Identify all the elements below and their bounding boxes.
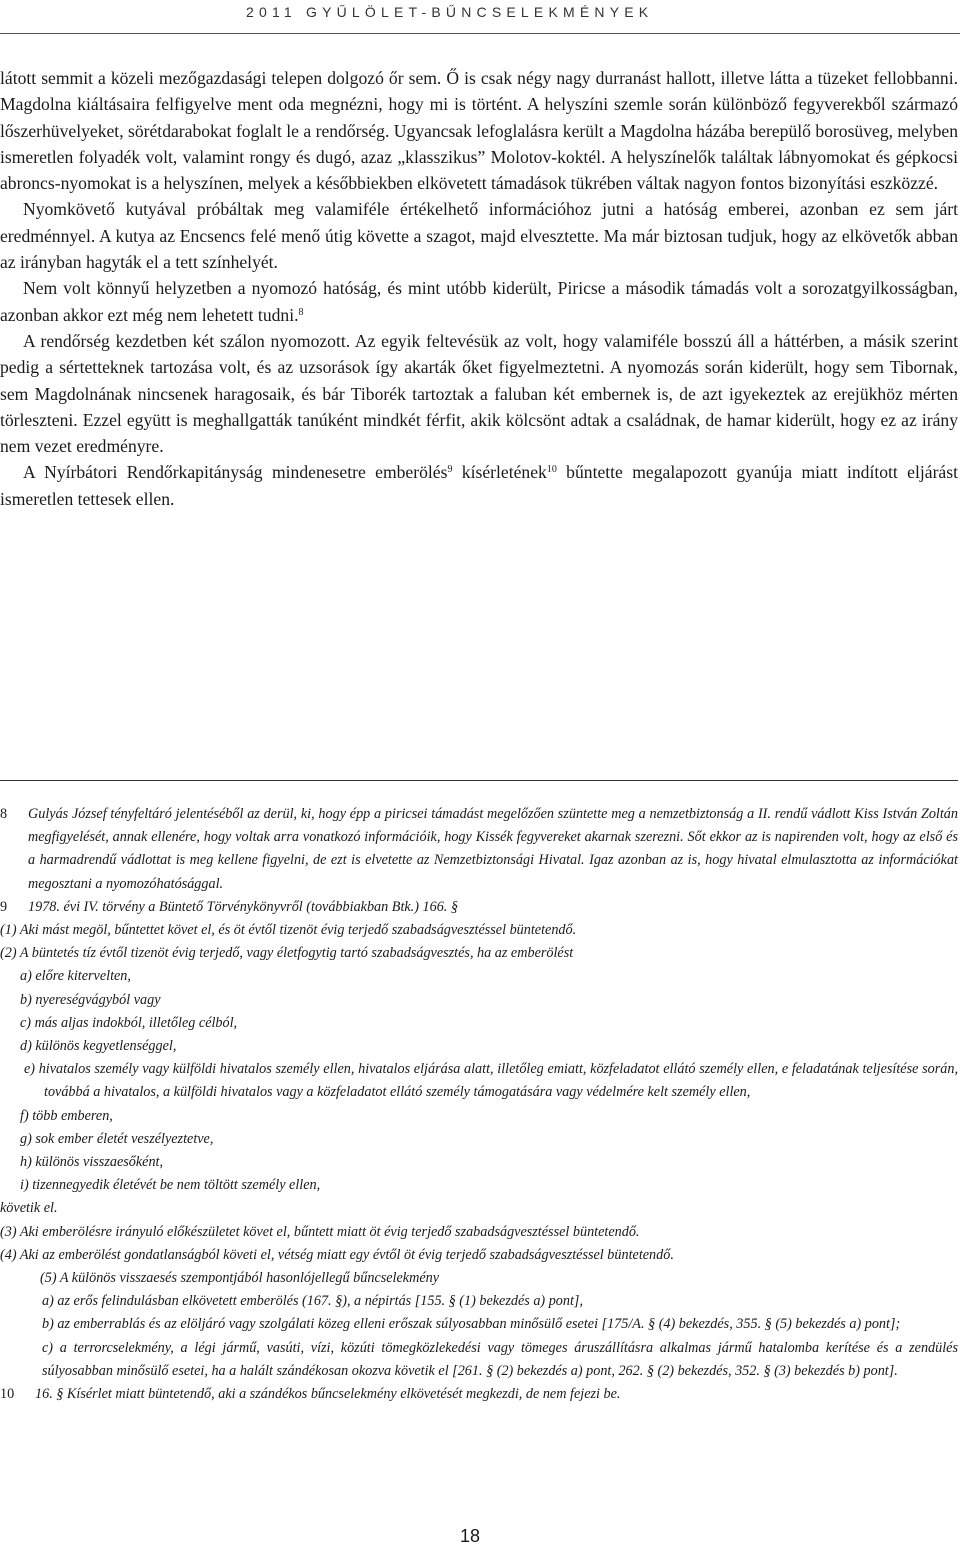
header-rule xyxy=(0,33,960,34)
footnote-9-item: (3) Aki emberölésre irányuló előkészületet követ el, bűntett miatt öt évig terjedő szabadságvesztéssel büntetendő. xyxy=(0,1223,640,1240)
footnote-10-number: 10 xyxy=(0,1386,15,1403)
footnote-9-item: c) más aljas indokból, illetőleg célból, xyxy=(20,1014,238,1031)
footnote-9-item: h) különös visszaesőként, xyxy=(20,1154,164,1171)
footnote-9-item: (5) A különös visszaesés szempontjából hasonlójellegű bűncselekmény xyxy=(40,1270,440,1287)
footnote-9-item: i) tizennegyedik életévét be nem töltött személy ellen, xyxy=(20,1177,321,1194)
footnote-9-item: e) hivatalos személy vagy külföldi hivatalos személy ellen, hivatalos eljárása alatt, illetőleg emiatt, közfeladatot ellátó személy ellen, e feladatának teljesítése során, továbbá a hivatalos, a külföldi hivatalos vagy a közfeladatot ellátó személy támogatására vagy védelmére kelt személy ellen, xyxy=(24,1061,958,1101)
footnote-9-item: a) előre kitervelten, xyxy=(20,968,131,985)
footnote-8 xyxy=(0,803,958,896)
footnote-ref-9[interactable]: 9 xyxy=(447,464,453,476)
footnote-9 xyxy=(0,896,958,919)
paragraph-3 xyxy=(0,275,958,328)
footnote-8-text: Gulyás József tényfeltáró jelentéséből az derül, ki, hogy épp a piricsei támadást megelőzően szüntette meg a nemzetbiztonság a II. rendű vádlott Kiss István Zoltán megfigyelését, annak ellenére, hogy voltak arra vonatkozó információik, hogy Kissék fegyvereket akarnak szerezni. Sőt ekkor az is napirenden volt, hogy az első és a harmadrendű vádlottat is meg kellene figyelni, de ezt is elvetette az Nemzetbiztonsági Hivatal. Igaz azonban az is, hogy hivatal elmulasztotta az információkat megosztani a nyomozóhatósággal. xyxy=(28,806,958,892)
paragraph-5 xyxy=(0,459,958,512)
page-number: 18 xyxy=(459,1526,481,1546)
footnote-9-item: g) sok ember életét veszélyeztetve, xyxy=(20,1130,214,1147)
paragraph-5-text-a: A Nyírbátori Rendőrkapitányság mindenesetre emberölés xyxy=(23,462,448,483)
footnote-ref-10[interactable]: 10 xyxy=(546,464,557,476)
footnote-9-item: c) a terrorcselekmény, a légi jármű, vasúti, vízi, közúti tömegközlekedési vagy tömeges áruszállításra alkalmas jármű hatalomba kerítése és a zendülés súlyosabban minősülő esetei, ha a halált szándékosan okozva követik el [261. § (2) bekezdés a) pont, 262. § (2) bekezdés, 352. § (3) bekezdés b) pont]. xyxy=(42,1339,958,1379)
paragraph-4: A rendőrség kezdetben két szálon nyomozott. Az egyik feltevésük az volt, hogy valamiféle bosszú áll a háttérben, a másik szerint pedig a sértetteknek tartozása volt, és az uzsorások így akarták őket figyelmeztetni. A nyomozás során kiderült, hogy sem Tibornak, sem Magdolnának nincsenek haragosaik, és bár Tiborék tartoztak a faluban két embernek is, de azt igyekeztek az erejükhöz mérten törleszteni. Ezzel együtt is meghallgatták tanúként mindkét férfit, akik kölcsönt adtak a családnak, de hamar kiderült, hogy ez az irány nem vezet eredményre. xyxy=(0,330,958,457)
footnote-10-text: 16. § Kísérlet miatt büntetendő, aki a szándékos bűncselekmény elkövetését megkezdi, de nem fejezi be. xyxy=(35,1386,621,1403)
footnote-9-text: 1978. évi IV. törvény a Büntető Törvénykönyvről (továbbiakban Btk.) 166. § xyxy=(28,898,458,915)
footnote-ref-8[interactable]: 8 xyxy=(298,306,304,318)
body-text xyxy=(0,65,958,512)
paragraph-5-text-c: bűntette megalapozott gyanúja miatt indított eljárást ismeretlen tettesek ellen. xyxy=(0,462,958,509)
footnote-9-item: b) az emberrablás és az elöljáró vagy szolgálati közeg elleni erőszak súlyosabban minősülő esetei [175/A. § (4) bekezdés, 355. § (5) bekezdés a) pont]; xyxy=(42,1316,901,1333)
footnote-10 xyxy=(0,1383,958,1406)
footnote-9-item: (1) Aki mást megöl, bűntettet követ el, és öt évtől tizenöt évig terjedő szabadságvesztéssel büntetendő. xyxy=(0,922,577,939)
footnote-rule xyxy=(0,780,958,781)
paragraph-5-text-b: kísérletének xyxy=(452,462,547,483)
footnote-9-item: b) nyereségvágyból vagy xyxy=(20,991,161,1008)
footnote-9-item: d) különös kegyetlenséggel, xyxy=(20,1038,177,1055)
footnote-8-number: 8 xyxy=(0,806,8,822)
footnotes xyxy=(0,803,958,1406)
footnote-9-item: a) az erős felindulásban elkövetett emberölés (167. §), a népirtás [155. § (1) bekezdés a) pont], xyxy=(42,1293,583,1310)
footnote-9-item: f) több emberen, xyxy=(20,1107,113,1124)
footnote-9-item: (2) A büntetés tíz évtől tizenöt évig terjedő, vagy életfogytig tartó szabadságvesztés, ha az emberölést xyxy=(0,945,574,962)
paragraph-3-text: Nem volt könnyű helyzetben a nyomozó hatóság, és mint utóbb kiderült, Piricse a második támadás volt a sorozatgyilkosságban, azonban akkor ezt még nem lehetett tudni. xyxy=(0,278,958,325)
paragraph-2: Nyomkövető kutyával próbáltak meg valamiféle értékelhető információhoz jutni a hatóság emberei, azonban ez sem járt eredménnyel. A kutya az Encsencs felé menő útig követte a szagot, majd elvesztette. Ma már biztosan tudjuk, hogy az elkövetők abban az irányban hagyták el a tett színhelyét. xyxy=(0,199,958,273)
running-header xyxy=(0,0,960,26)
footnote-9-number: 9 xyxy=(0,898,8,915)
running-title: 2011 GYŰLÖLET-BŰNCSELEKMÉNYEK xyxy=(246,4,654,20)
footnote-9-item: követik el. xyxy=(0,1200,58,1217)
paragraph-1: látott semmit a közeli mezőgazdasági telepen dolgozó őr sem. Ő is csak négy nagy durranást hallott, illetve látta a tüzeket fellobbanni. Magdolna kiáltásaira felfigyelve ment oda megnézni, hogy mi is történt. A helyszíni szemle során különböző fegyverekből származó lőszerhüvelyeket, sörétdarabokat foglalt le a rendőrség. Ugyancsak lefoglalásra került a Magdolna házába berepülő borosüveg, melyben ismeretlen folyadék volt, valamint rongy és dugó, azaz „klasszikus” Molotov-koktél. A helyszínelők találtak lábnyomokat és gépkocsi abroncs-nyomokat is a helyszínen, melyek a későbbiekben elkövetett támadások tükrében váltak nagyon fontos bizonyítási eszközzé. xyxy=(0,68,959,194)
footnote-9-item: (4) Aki az emberölést gondatlanságból követi el, vétség miatt egy évtől öt évig terjedő szabadságvesztéssel büntetendő. xyxy=(0,1246,674,1263)
